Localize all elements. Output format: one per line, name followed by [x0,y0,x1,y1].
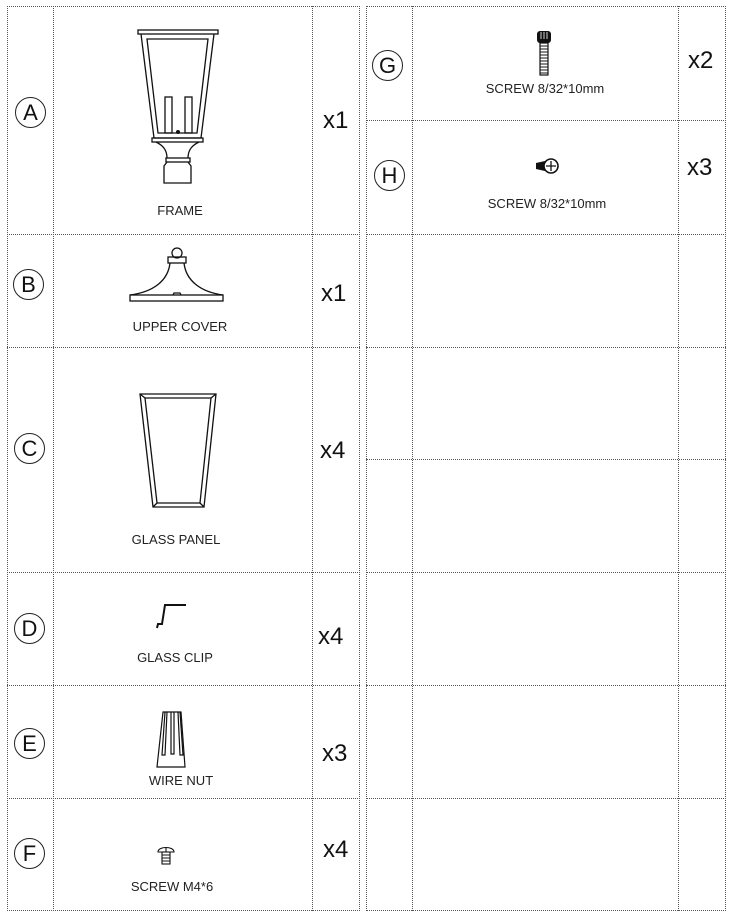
upper-cover-icon [128,246,224,304]
wire-nut-icon [155,710,189,770]
part-letter-h: H [374,160,405,191]
part-name-f: SCREW M4*6 [130,879,214,894]
part-name-g: SCREW 8/32*10mm [485,81,605,96]
divider [7,572,360,573]
divider [366,572,726,573]
part-name-a: FRAME [157,203,203,218]
divider [366,798,726,799]
screw-m4-icon [156,844,176,866]
part-qty-a: x1 [323,107,349,134]
part-name-b: UPPER COVER [132,319,228,334]
part-qty-e: x3 [322,740,348,767]
part-qty-g: x2 [688,47,714,74]
part-letter-b: B [13,269,44,300]
divider [7,234,360,235]
part-qty-c: x4 [320,437,346,464]
divider [53,6,54,911]
part-qty-h: x3 [687,154,713,181]
divider [7,347,360,348]
glass-panel-icon [138,392,218,510]
screw-8-32-long-icon [536,29,552,77]
screw-8-32-short-icon [534,157,560,175]
divider [366,459,726,460]
part-letter-f: F [14,838,45,869]
part-name-d: GLASS CLIP [137,650,213,665]
glass-clip-icon [154,600,188,632]
part-name-c: GLASS PANEL [131,532,221,547]
divider [366,234,726,235]
part-name-h: SCREW 8/32*10mm [487,196,607,211]
part-name-e: WIRE NUT [148,773,214,788]
divider [366,120,726,121]
divider [7,798,360,799]
divider [366,685,726,686]
part-letter-c: C [14,433,45,464]
part-qty-d: x4 [318,623,344,650]
part-qty-f: x4 [323,836,349,863]
part-letter-e: E [14,728,45,759]
part-letter-g: G [372,50,403,81]
divider [7,685,360,686]
part-letter-d: D [14,613,45,644]
frame-icon [130,25,225,190]
part-letter-a: A [15,97,46,128]
part-qty-b: x1 [321,280,347,307]
divider [312,6,313,911]
divider [366,347,726,348]
